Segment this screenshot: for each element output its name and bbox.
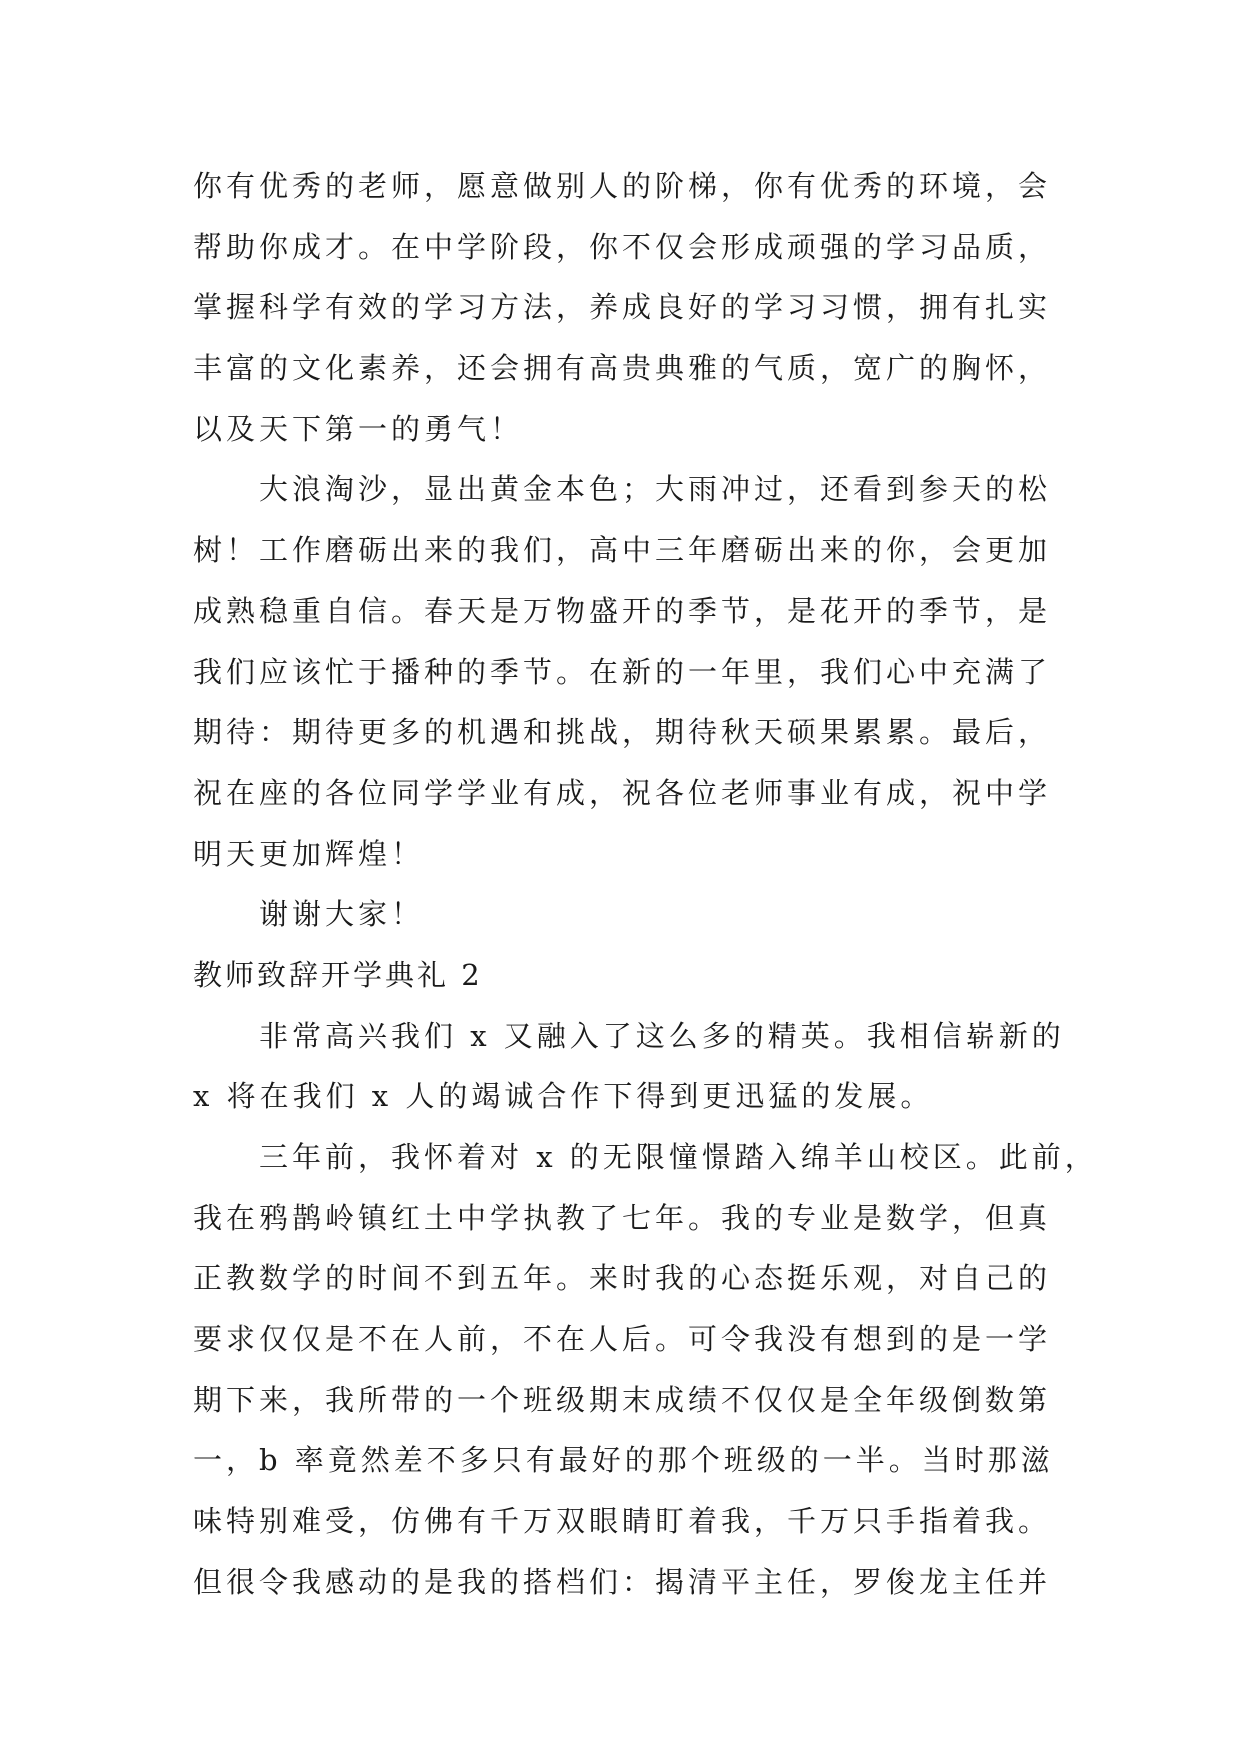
paragraph [193,156,1063,459]
text-line: 祝在座的各位同学学业有成，祝各位老师事业有成，祝中学 [193,775,1052,810]
text-line: 正教数学的时间不到五年。来时我的心态挺乐观，对自己的 [193,1261,1052,1296]
text-line: 期下来，我所带的一个班级期末成绩不仅仅是全年级倒数第 [193,1382,1052,1417]
text-line: 期待：期待更多的机遇和挑战，期待秋天硕果累累。最后， [193,715,1052,750]
text-line: 大浪淘沙，显出黄金本色；大雨冲过，还看到参天的松 [259,472,1052,507]
text-line: 味特别难受，仿佛有千万双眼睛盯着我，千万只手指着我。 [193,1504,1052,1539]
text-line: 谢谢大家！ [259,897,425,932]
text-line: 明天更加辉煌！ [193,836,425,871]
paragraph [193,459,1063,884]
text-line: 成熟稳重自信。春天是万物盛开的季节，是花开的季节，是 [193,593,1052,628]
text-line: 丰富的文化素养，还会拥有高贵典雅的气质，宽广的胸怀， [193,351,1052,386]
text-line: 三年前，我怀着对 x 的无限憧憬踏入绵羊山校区。此前， [259,1140,1098,1174]
text-line: 我在鸦鹊岭镇红土中学执教了七年。我的专业是数学，但真 [193,1200,1052,1235]
text-line: x 将在我们 x 人的竭诚合作下得到更迅猛的发展。 [193,1079,934,1114]
text-line: 树！工作磨砺出来的我们，高中三年磨砺出来的你，会更加 [193,533,1052,568]
text-line: 掌握科学有效的学习方法，养成良好的学习习惯，拥有扎实 [193,290,1052,325]
text-line: 非常高兴我们 x 又融入了这么多的精英。我相信崭新的 [259,1018,1065,1053]
paragraph [193,1006,1063,1127]
text-line: 一，b 率竟然差不多只有最好的那个班级的一半。当时那滋 [193,1443,1054,1478]
section-heading: 教师致辞开学典礼 2 [193,957,483,992]
document-body [193,156,1098,1613]
paragraph [193,1127,1098,1613]
text-line: 我们应该忙于播种的季节。在新的一年里，我们心中充满了 [193,654,1052,689]
text-line: 但很令我感动的是我的搭档们：揭清平主任，罗俊龙主任并 [193,1564,1052,1599]
text-line: 帮助你成才。在中学阶段，你不仅会形成顽强的学习品质， [193,229,1052,264]
text-line: 你有优秀的老师，愿意做别人的阶梯，你有优秀的环境，会 [193,169,1052,203]
paragraph [193,884,1063,945]
text-line: 以及天下第一的勇气！ [193,411,524,446]
text-line: 要求仅仅是不在人前，不在人后。可令我没有想到的是一学 [193,1322,1052,1357]
